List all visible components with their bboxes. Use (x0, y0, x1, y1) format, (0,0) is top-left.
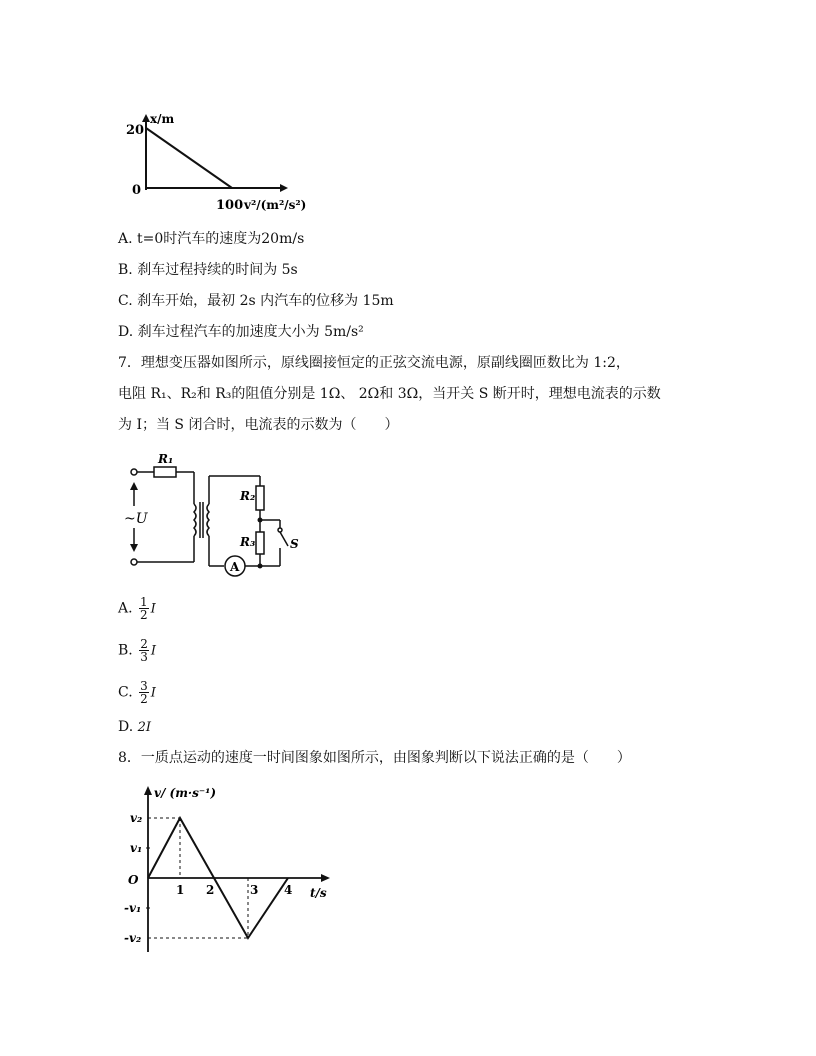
graph1-x-arrow (280, 184, 288, 192)
ammeter-label: A (230, 560, 240, 574)
terminal-bottom (131, 559, 137, 565)
fraction (139, 680, 149, 705)
graph2-x-tick-4: 4 (284, 883, 293, 897)
variable: I (150, 685, 156, 701)
denominator: 3 (140, 650, 148, 664)
graph2-x-tick-3: 3 (250, 883, 259, 897)
switch-label: S (290, 537, 299, 551)
option-letter: C. (118, 684, 133, 701)
graph2-y-tick-neg-v1: -v₁ (124, 901, 142, 915)
resistor-r2 (256, 486, 264, 510)
graph1-y-arrow (142, 114, 150, 122)
graph2-y-tick-v2: v₂ (130, 811, 143, 825)
q6-option-a: A. t=0时汽车的速度为20m/s (118, 231, 305, 247)
numerator: 3 (140, 679, 148, 693)
arrow-down (130, 544, 138, 552)
r2-label: R₂ (240, 489, 256, 503)
r1-label: R₁ (158, 452, 174, 466)
fraction (139, 596, 149, 621)
arrow-up (130, 482, 138, 490)
option-letter: A. (118, 600, 133, 617)
source-label: ~U (124, 511, 148, 527)
graph2-x-arrow (321, 874, 330, 882)
q6-option-c: C. 刹车开始，最初 2s 内汽车的位移为 15m (118, 293, 394, 309)
option-letter: D. (118, 719, 134, 735)
numerator: 2 (140, 637, 148, 651)
graph2-origin: O (128, 873, 139, 887)
secondary-coil (207, 504, 209, 536)
q7-text-line3: 为 I；当 S 闭合时，电流表的示数为（ ） (118, 417, 399, 433)
q7-option-a (118, 596, 156, 621)
variable: I (150, 643, 156, 659)
graph1-x-label: v²/(m²/s²) (244, 198, 307, 212)
denominator: 2 (140, 692, 148, 706)
q7-option-d (118, 718, 151, 737)
graph2-x-tick-2: 2 (206, 883, 215, 897)
variable: I (150, 601, 156, 617)
q6-option-b: B. 刹车过程持续的时间为 5s (118, 262, 298, 278)
terminal-top (131, 469, 137, 475)
q7-text-line1: 7．理想变压器如图所示，原线圈接恒定的正弦交流电源，原副线圈匝数比为 1:2， (118, 355, 630, 371)
q7-text-line2: 电阻 R₁、R₂和 R₃的阻值分别是 1Ω、 2Ω和 3Ω，当开关 S 断开时，理想电流表的示数 (118, 386, 661, 402)
primary-coil (194, 504, 196, 536)
graph2-y-label: v/ (m·s⁻¹) (154, 786, 217, 800)
graph1-y-tick: 20 (126, 123, 145, 138)
numerator: 1 (140, 595, 148, 609)
q6-option-d: D. 刹车过程汽车的加速度大小为 5m/s² (118, 324, 364, 340)
option-letter: B. (118, 642, 133, 659)
graph1-data-line (146, 128, 232, 188)
denominator: 2 (140, 608, 148, 622)
graph2-x-label: t/s (310, 886, 327, 900)
graph2-x-tick-1: 1 (176, 883, 185, 897)
r3-label: R₃ (240, 535, 256, 549)
q7-option-b (118, 638, 156, 663)
option-value: 2I (137, 720, 152, 735)
resistor-r3 (256, 532, 264, 554)
graph1-y-label: x/m (150, 112, 175, 126)
fraction (139, 638, 149, 663)
resistor-r1 (154, 467, 176, 477)
graph1-origin: 0 (132, 183, 142, 198)
q8-text: 8．一质点运动的速度一时间图象如图所示，由图象判断以下说法正确的是（ ） (118, 750, 631, 766)
graph2-y-arrow (144, 786, 152, 795)
graph1-x-tick: 100 (216, 198, 244, 213)
switch-s (280, 532, 288, 546)
graph2-y-tick-v1: v₁ (130, 841, 143, 855)
velocity-time-graph (118, 780, 348, 960)
graph-x-vs-v-squared (118, 108, 318, 218)
transformer-circuit-diagram (118, 448, 308, 583)
graph2-y-tick-neg-v2: -v₂ (124, 931, 142, 945)
q7-option-c (118, 680, 156, 705)
